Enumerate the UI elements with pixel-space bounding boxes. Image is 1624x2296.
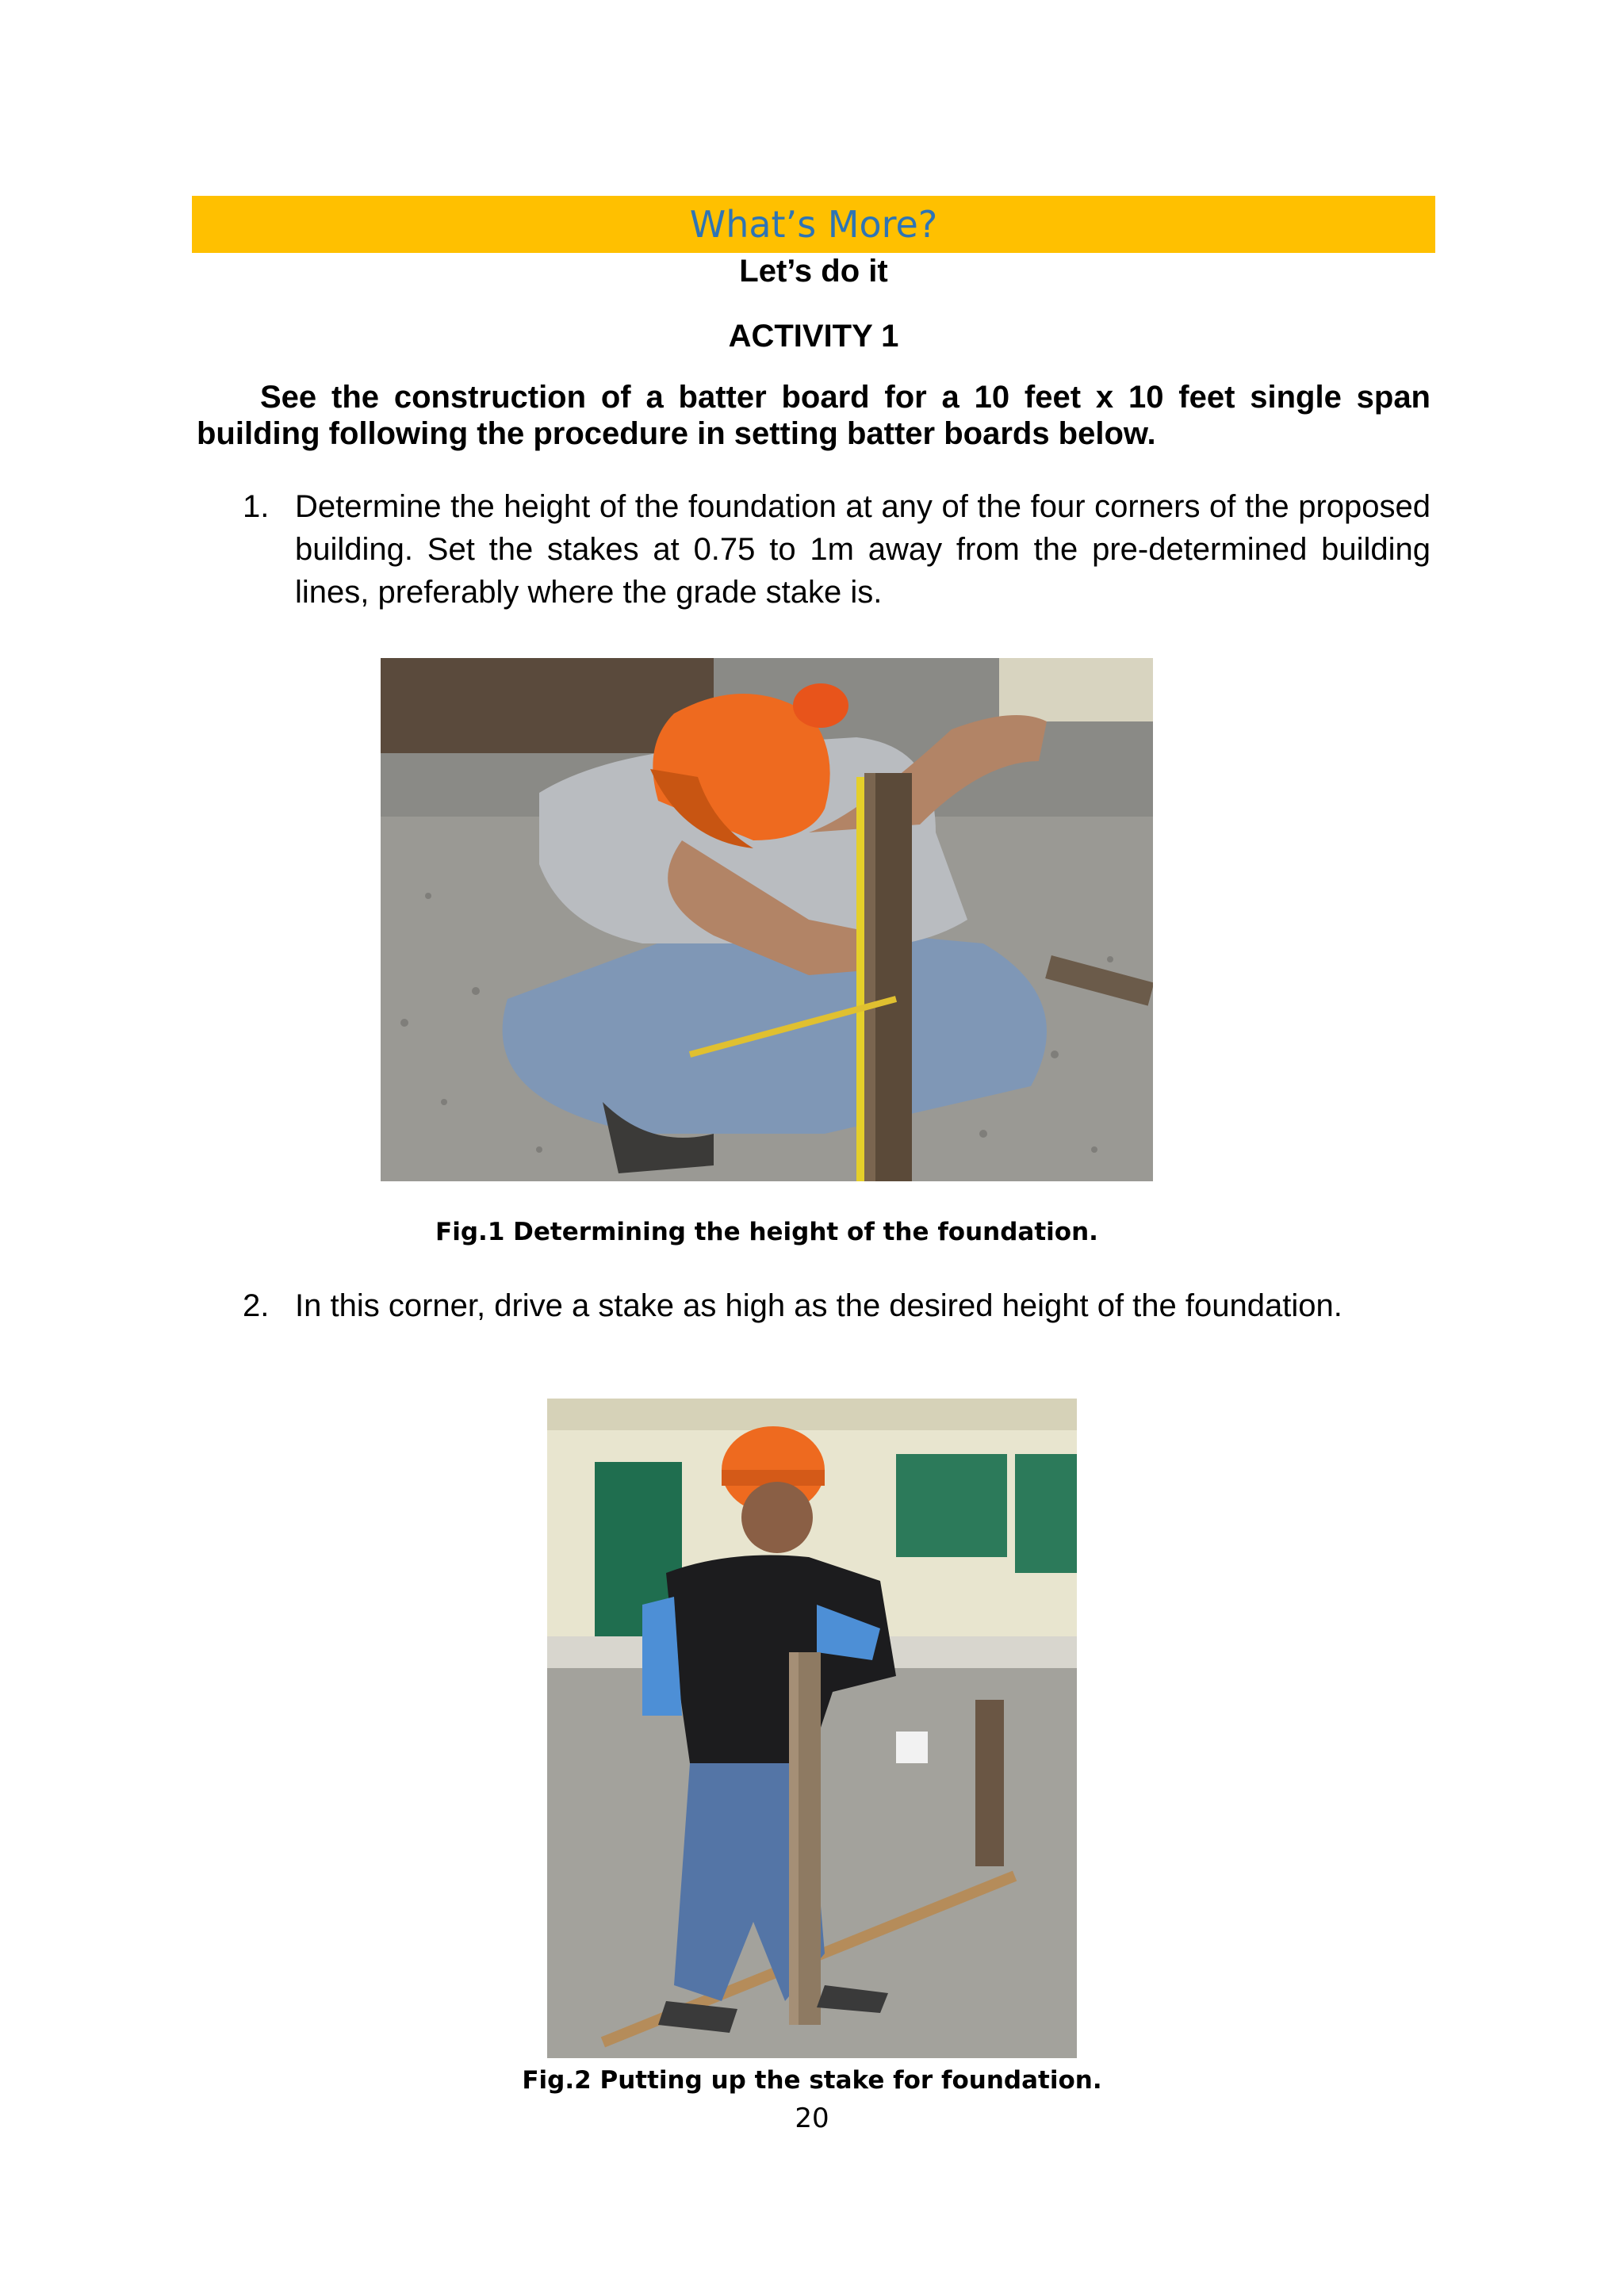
section-banner	[192, 196, 1435, 253]
page-number: 20	[795, 2103, 829, 2134]
step-1	[243, 485, 1431, 614]
step-2	[243, 1284, 1431, 1327]
figure-1-photo	[381, 658, 1153, 1181]
step-2-text: In this corner, drive a stake as high as the desired height of the foundation.	[295, 1288, 1342, 1323]
figure-2-caption: Fig.2 Putting up the stake for foundation.	[522, 2066, 1102, 2095]
section-title: What’s More?	[689, 203, 938, 246]
step-1-text: Determine the height of the foundation at any of the four corners of the proposed building. Set the stakes at 0.75 to 1m away from the pre-determined building lines, preferably where the grade stake is.	[295, 489, 1431, 610]
step-2-number: 2.	[243, 1288, 270, 1323]
intro-paragraph: See the construction of a batter board for a 10 feet x 10 feet single span building following the procedure in setting batter boards below.	[197, 380, 1431, 451]
figure-2-photo	[547, 1399, 1077, 2058]
activity-title: ACTIVITY 1	[728, 319, 899, 354]
subheading: Let’s do it	[739, 254, 888, 289]
figure-1-caption: Fig.1 Determining the height of the foundation.	[435, 1218, 1098, 1246]
step-1-number: 1.	[243, 489, 270, 524]
